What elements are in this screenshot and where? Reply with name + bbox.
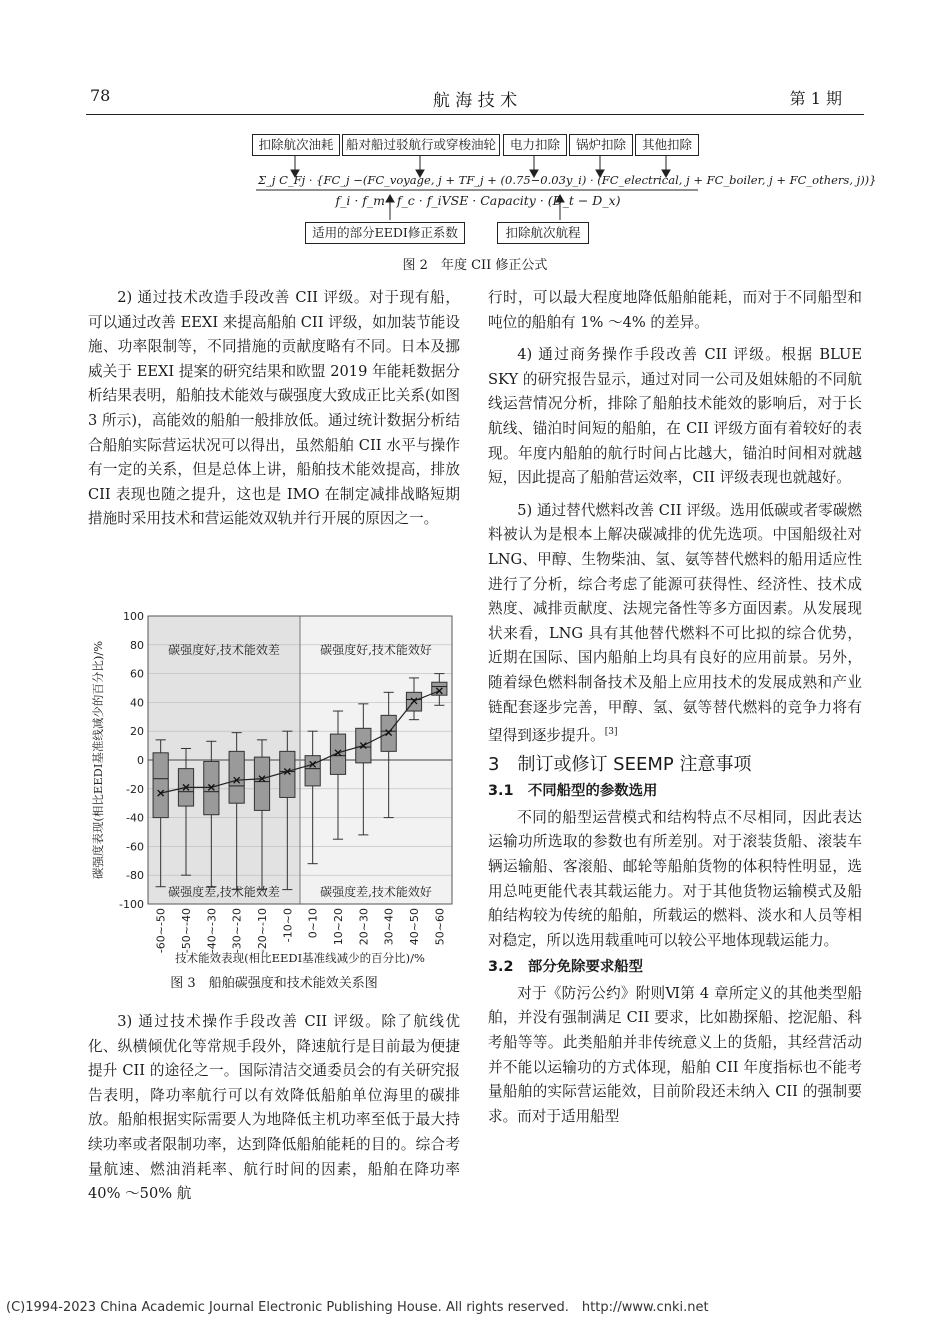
quadrant-label: 碳强度差,技术能效好 — [320, 885, 432, 899]
y-tick-label: -60 — [126, 840, 144, 854]
paragraph-technical-retrofit: 2) 通过技术改造手段改善 CII 评级。对于现有船，可以通过改善 EEXI 来提高船舶 CII 评级，如加装节能设施、功率限制等，不同措施的贡献度略有不同。日本及挪威关于 EEXI 提案的研究结果和欧盟 2019 年能耗数据分析结果表明，船舶技术能效与碳强度大致成正比关系(如图 3 所示)，高能效的船舶一般排放低。通过统计数据分析结合船舶实际营运状况可以得出，虽然船舶 CII 水平与操作有一定的关系，但是总体上讲，船舶技术能效提高，排放 CII 表现也随之提升，这也是 IMO 在制定减排战略短期措施时采用技术和营运能效双轨并行开展的原因之一。 — [88, 289, 460, 528]
x-tick-label: -30~-20 — [230, 908, 244, 954]
paragraph-power-reduction-cont: 行时，可以最大程度地降低船舶能耗，而对于不同船型和吨位的船舶有 1% ～4% 的差异。 — [488, 289, 862, 331]
x-tick-label: 30~40 — [382, 908, 396, 946]
y-tick-label: 60 — [130, 667, 144, 681]
x-tick-label: 40~50 — [408, 908, 421, 946]
x-tick-label: 10~20 — [332, 908, 345, 946]
alt-fuel-text: 5) 通过替代燃料改善 CII 评级。选用低碳或者零碳燃料被认为是根本上解决碳减排的优先选项。中国船级社对 LNG、甲醇、生物柴油、氢、氨等替代燃料的船用适应性进行了分析，综合考虑了能源可获得性、经济性、技术成熟度、减排贡献度、法规完备性等多方面因素。从发展现状来看，LNG 具有其他替代燃料不可比拟的综合优势，近期在国际、国内船舶上均具有良好的应用前景。另外，随着绿色燃料制备技术及船上应用技术的发展成熟和产业链配套逐步完善，甲醇、氢、氨等替代燃料的竞争力将有望得到逐步提升。 — [488, 501, 862, 744]
box — [330, 734, 345, 774]
fig2-box-sts: 船对船过驳航行或穿梭油轮 — [342, 134, 500, 156]
fig2-numerator-text: Σ_j C_Fj · {FC_j −(FC_voyage, j + TF_j + (0.75−0.03y_i) · (FC_electrical, j + FC_boiler, j + FC_others, j))} — [258, 173, 877, 187]
x-tick-label: 20~30 — [357, 908, 371, 946]
paragraph-exempt-ship-types: 对于《防污公约》附则Ⅵ第 4 章所定义的其他类型船舶，并没有强制满足 CII 要求，比如勘探船、挖泥船、科考船等等。此类船舶并非传统意义上的货船，其经营活动并不能以运输功的方式体现，船舶 CII 年度指标也不能考量船舶的实际营运能效，目前阶段还未纳入 CII 的强制要求。而对于适用船型 — [488, 984, 862, 1125]
quadrant-label: 碳强度好,技术能效差 — [168, 643, 280, 657]
x-tick-label: 0~10 — [306, 908, 320, 939]
left-column-top — [88, 286, 460, 532]
fig3-chart — [86, 606, 462, 968]
x-tick-label: -20~-10 — [256, 908, 269, 954]
fig2-box-electrical: 电力扣除 — [503, 134, 567, 156]
page-number: 78 — [90, 86, 111, 105]
x-tick-label: -60~-50 — [154, 908, 168, 954]
x-axis-title: 技术能效表现(相比EEDI基准线减少的百分比)/% — [175, 951, 425, 965]
y-tick-label: 100 — [123, 610, 144, 623]
fig2-box-others: 其他扣除 — [635, 134, 699, 156]
y-tick-label: -40 — [126, 811, 144, 825]
y-tick-label: -100 — [119, 898, 144, 911]
box — [254, 757, 269, 810]
right-column — [488, 286, 862, 1129]
y-tick-label: 80 — [130, 638, 144, 652]
y-axis-title: 碳强度表现(相比EEDI基准线减少的百分比)/% — [91, 640, 105, 880]
fig2-box-eedi-factor: 适用的部分EEDI修正系数 — [305, 222, 465, 244]
quadrant-label: 碳强度好,技术能效好 — [320, 643, 432, 657]
paragraph-ship-type-params: 不同的船型运营模式和结构特点不尽相同，因此表达运输功所选取的参数也有所差别。对于滚装货船、滚装车辆运输船、客滚船、邮轮等船舶货物的体积特性明显，选用总吨更能代表其载运能力。对于其他货物运输模式及船舶结构较为传统的船舶，所载运的燃料、淡水和人员等相对稳定，所以选用载重吨可以较公平地体现载运能力。 — [488, 808, 862, 949]
y-tick-label: 20 — [130, 725, 144, 739]
fig2-caption: 图 2 年度 CII 修正公式 — [402, 258, 548, 273]
y-tick-label: -20 — [126, 782, 144, 796]
paragraph-alternative-fuel — [488, 499, 862, 749]
fig2-denominator-text: f_i · f_m · f_c · f_iVSE · Capacity · (D_t − D_x) — [335, 193, 621, 208]
quadrant-label: 碳强度差,技术能效差 — [168, 885, 280, 899]
y-tick-label: 0 — [137, 754, 144, 767]
section-3-heading: 3 制订或修订 SEEMP 注意事项 — [488, 753, 752, 775]
header-rule — [86, 114, 864, 115]
left-column-bottom — [88, 1010, 460, 1207]
figure-3 — [86, 606, 462, 968]
section-3-1-heading: 3.1 不同船型的参数选用 — [488, 783, 658, 800]
fig2-denominator — [258, 193, 698, 208]
journal-title: 航 海 技 术 — [432, 91, 518, 111]
fig2-box-boiler: 锅炉扣除 — [569, 134, 633, 156]
y-tick-label: -80 — [126, 869, 144, 883]
box — [280, 751, 295, 797]
paragraph-technical-operation: 3) 通过技术操作手段改善 CII 评级。除了航线优化、纵横倾优化等常规手段外，降速航行是目前最为便捷提升 CII 的途径之一。国际清洁交通委员会的有关研究报告表明，降功率航行可以有效降低船舶单位海里的碳排放。船舶根据实际需要人为地降低主机功率至低于最大持续功率或者限制功率，达到降低船舶能耗的目的。综合考量航速、燃油消耗率、航行时间的因素，船舶在降功率 40% ～50% 航 — [88, 1013, 460, 1203]
y-tick-label: 40 — [130, 696, 144, 710]
x-tick-label: -50~-40 — [180, 908, 193, 954]
x-tick-label: 50~60 — [433, 908, 447, 946]
fig2-numerator — [258, 172, 877, 187]
fig3-caption: 图 3 船舶碳强度和技术能效关系图 — [170, 976, 378, 991]
fig2-box-voyage-distance: 扣除航次航程 — [497, 222, 589, 244]
reference-3: [3] — [604, 727, 618, 738]
box — [305, 756, 320, 786]
issue-number: 第 1 期 — [789, 89, 842, 108]
x-tick-label: -10~0 — [281, 908, 295, 943]
paragraph-commercial-operation: 4) 通过商务操作手段改善 CII 评级。根据 BLUE SKY 的研究报告显示，通过对同一公司及姐妹船的不同航线运营情况分析，排除了船舶技术能效的影响后，对于长航线、锚泊时间短的船舶，在 CII 评级方面有着较好的表现。年度内船舶的航行时间占比越大，锚泊时间相对就越短，因此提高了船舶营运效率，CII 评级表现也就越好。 — [488, 346, 862, 487]
fig2-box-voyage-fuel: 扣除航次油耗 — [252, 134, 340, 156]
x-tick-label: -40~-30 — [205, 908, 219, 954]
box — [153, 753, 168, 818]
copyright-footer: (C)1994-2023 China Academic Journal Electronic Publishing House. All rights reserved. http://www.cnki.net — [6, 1300, 709, 1315]
box — [229, 751, 244, 803]
section-3-2-heading: 3.2 部分免除要求船型 — [488, 959, 644, 976]
